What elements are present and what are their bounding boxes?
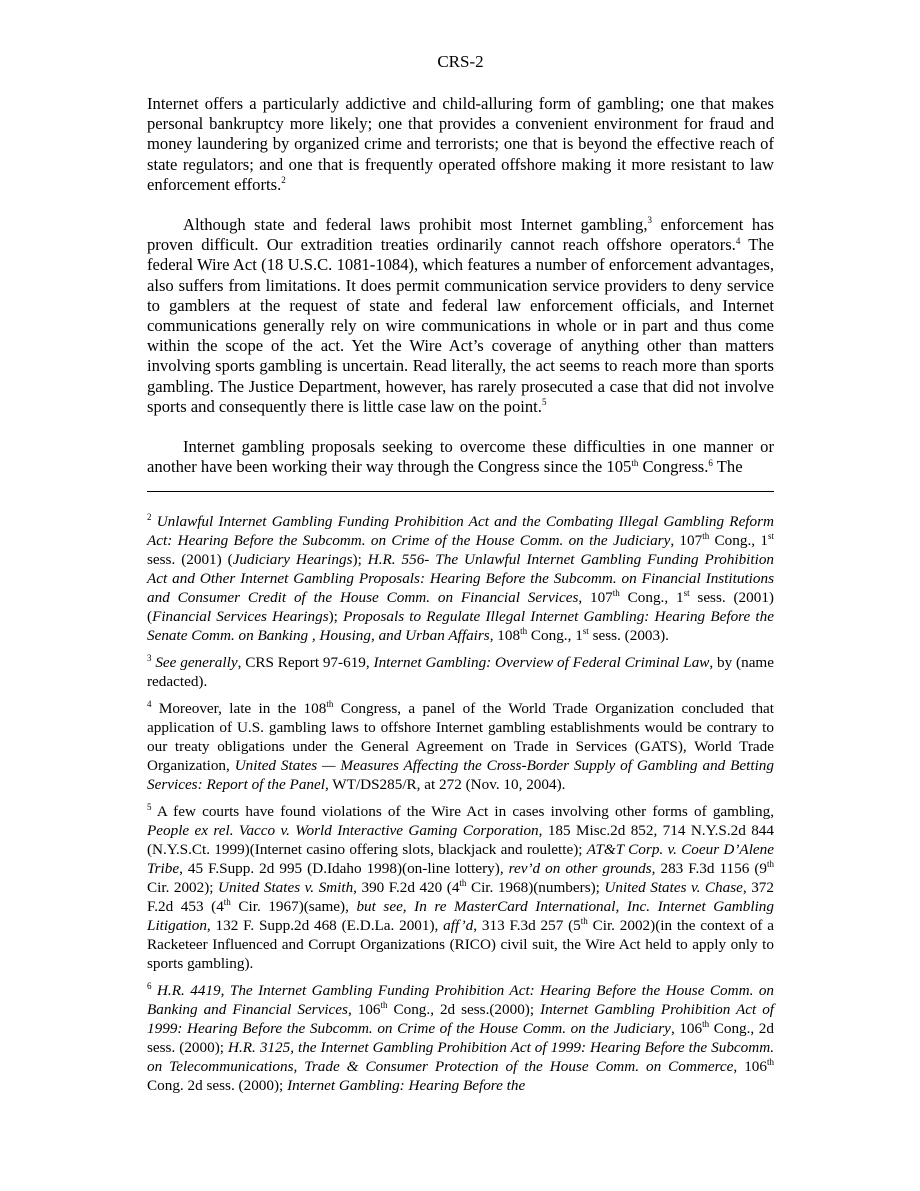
page-label: CRS-2 <box>437 52 484 71</box>
footnote-ref-2[interactable]: 2 <box>281 175 286 186</box>
footnote-number: 3 <box>147 653 152 664</box>
body-paragraph-2: Although state and federal laws prohibit most Internet gambling,$^3$ enforcement has proven difficult. Our extradition treaties ordinarily cannot reach offshore operators.$^4$ The federal Wire Act (18 U.S.C. 1081-1084), which features a number of enforcement advantages, also suffers from limitations. It does permit communication service providers to deny service to gamblers at the request of state and federal law enforcement officials, and Internet communications generally rely on wire communications in whole or in part and thus come within the scope of the act. Yet the Wire Act’s coverage of anything other than matters involving sports gambling is uncertain. Read literally, the act seems to reach more than sports gambling. The Justice Department, however, has rarely prosecuted a case that did not involve sports and consequently there is little case law on the point.$^5$ <box>147 215 774 416</box>
body-paragraph-1: Internet offers a particularly addictive and child-alluring form of gambling; one that makes personal bankruptcy more likely; one that provides a convenient environment for fraud and money laundering by organized crime and terrorists; one that is beyond the effective reach of state regulators; and one that is frequently operated offshore making it more resistant to law enforcement efforts.$^2$ <box>147 94 774 194</box>
footnote-6: $^6$ H.R. 4419, The Internet Gambling Funding Prohibition Act: Hearing Before the House Comm. on Banking and Financial Services, 106th Cong., 2d sess.(2000); Internet Gambling Prohibition Act of 1999: Hearing Before the Subcomm. on Crime of the House Comm. on the Judiciary, 106th Cong., 2d sess. (2000); H.R. 3125, the Internet Gambling Prohibition Act of 1999: Hearing Before the Subcomm. on Telecommunications, Trade & Consumer Protection of the House Comm. on Commerce, 106th Cong. 2d sess. (2000); Internet Gambling: Hearing Before the <box>147 981 775 1095</box>
footnote-ref-6[interactable]: 6 <box>708 457 713 468</box>
page-header <box>147 52 774 72</box>
footnote-3: $^3$ See generally, CRS Report 97-619, Internet Gambling: Overview of Federal Criminal Law, by (name redacted). <box>147 653 774 691</box>
footnote-2: $^2$ Unlawful Internet Gambling Funding Prohibition Act and the Combating Illegal Gambling Reform Act: Hearing Before the Subcomm. on Crime of the House Comm. on the Judiciary, 107th Cong., 1st sess. (2001) (Judiciary Hearings); H.R. 556- The Unlawful Internet Gambling Funding Prohibition Act and Other Internet Gambling Proposals: Hearing Before the Subcomm. on Financial Institutions and Consumer Credit of the House Comm. on Financial Services, 107th Cong., 1st sess. (2001) (Financial Services Hearings); Proposals to Regulate Illegal Internet Gambling: Hearing Before the Senate Comm. on Banking , Housing, and Urban Affairs, 108th Cong., 1st sess. (2003). <box>147 512 775 645</box>
footnote-number: 2 <box>147 512 152 523</box>
body-paragraph-3: Internet gambling proposals seeking to overcome these difficulties in one manner or another have been working their way through the Congress since the 105th Congress.$^6$ The <box>147 437 774 477</box>
footnote-number: 4 <box>147 699 152 710</box>
footnote-4: $^4$ Moreover, late in the 108th Congress, a panel of the World Trade Organization concluded that application of U.S. gambling laws to offshore Internet gambling establishments would be contrary to our treaty obligations under the General Agreement on Trade in Services (GATS), World Trade Organization, United States — Measures Affecting the Cross-Border Supply of Gambling and Betting Services: Report of the Panel, WT/DS285/R, at 272 (Nov. 10, 2004). <box>147 699 775 794</box>
footnote-ref-5[interactable]: 5 <box>541 397 547 408</box>
footnote-separator <box>147 491 774 492</box>
footnote-ref-3[interactable]: 3 <box>647 215 653 226</box>
footnote-number: 5 <box>147 802 152 813</box>
footnote-5: $^5$ A few courts have found violations of the Wire Act in cases involving other forms of gambling, People ex rel. Vacco v. World Interactive Gaming Corporation, 185 Misc.2d 852, 714 N.Y.S.2d 844 (N.Y.S.Ct. 1999)(Internet casino offering slots, blackjack and roulette); AT&T Corp. v. Coeur D’Alene Tribe, 45 F.Supp. 2d 995 (D.Idaho 1998)(on-line lottery), rev’d on other grounds, 283 F.3d 1156 (9th Cir. 2002); United States v. Smith, 390 F.2d 420 (4th Cir. 1968)(numbers); United States v. Chase, 372 F.2d 453 (4th Cir. 1967)(same), but see, In re MasterCard International, Inc. Internet Gambling Litigation, 132 F. Supp.2d 468 (E.D.La. 2001), aff’d, 313 F.3d 257 (5th Cir. 2002)(in the context of a Racketeer Influenced and Corrupt Organizations (RICO) civil suit, the Wire Act held to apply only to sports gambling). <box>147 802 774 973</box>
footnote-ref-4[interactable]: 4 <box>735 235 741 246</box>
footnote-number: 6 <box>147 981 152 992</box>
document-page <box>147 52 774 1103</box>
